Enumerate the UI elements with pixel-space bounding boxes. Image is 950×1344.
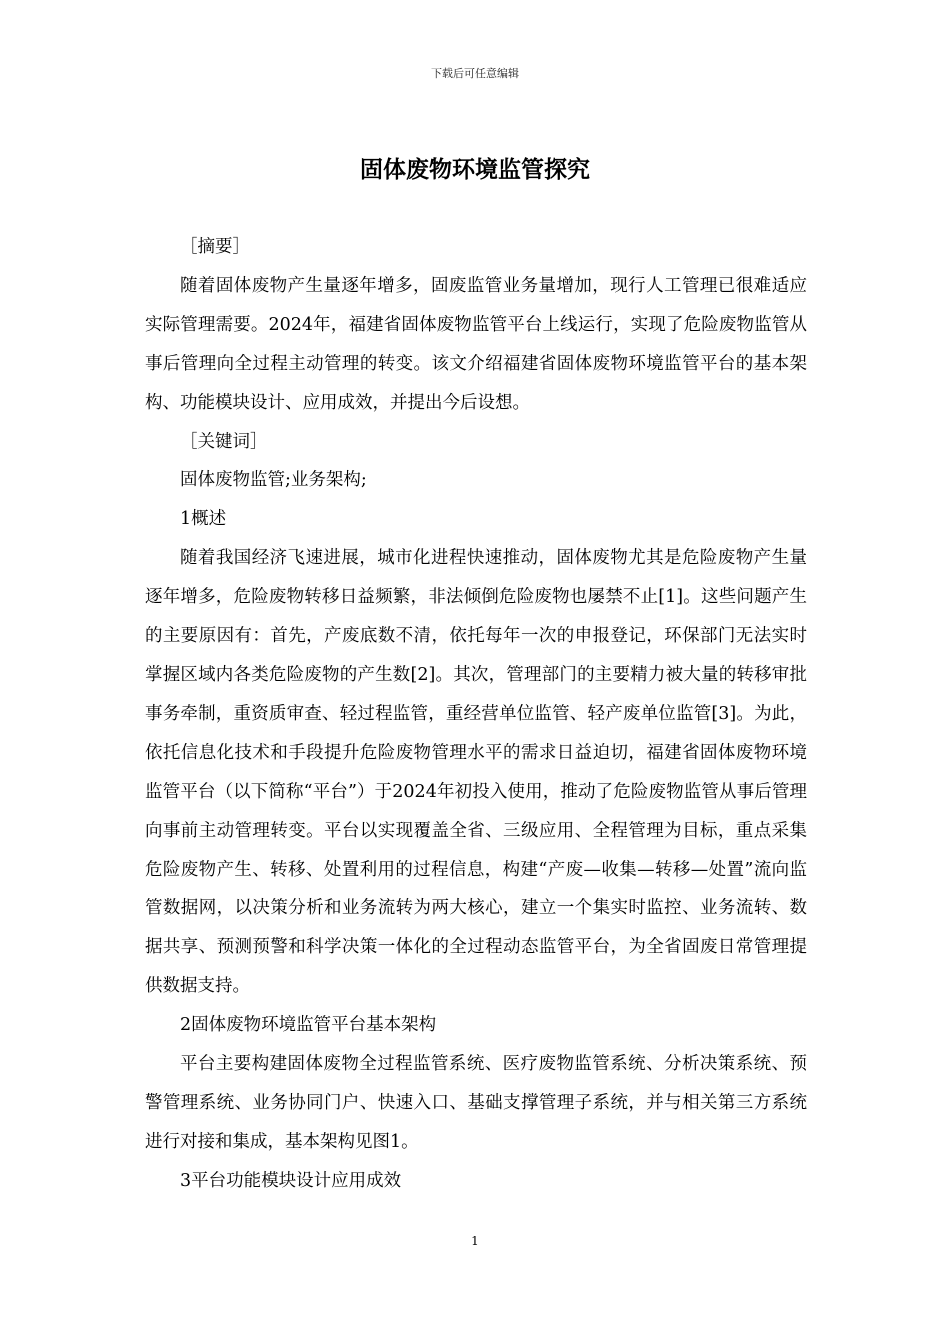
keywords-text: 固体废物监管;业务架构; <box>180 470 367 491</box>
section-2-paragraph: 平台主要构建固体废物全过程监管系统、医疗废物监管系统、分析决策系统、预警管理系统、业务协同门户、快速入口、基础支撑管理子系统，并与相关第三方系统进行对接和集成，基本架构见图1。 <box>145 1054 807 1152</box>
section-1-paragraph: 随着我国经济飞速进展，城市化进程快速推动，固体废物尤其是危险废物产生量逐年增多，危险废物转移日益频繁，非法倾倒危险废物也屡禁不止[1]。这些问题产生的主要原因有：首先，产废底数不清，依托每年一次的申报登记，环保部门无法实时掌握区域内各类危险废物的产生数[2]。其次，管理部门的主要精力被大量的转移审批事务牵制，重资质审查、轻过程监管，重经营单位监管、轻产废单位监管[3]。为此，依托信息化技术和手段提升危险废物管理水平的需求日益迫切，福建省固体废物环境监管平台（以下简称“平台”）于2024年初投入使用，推动了危险废物监管从事后管理向事前主动管理转变。平台以实现覆盖全省、三级应用、全程管理为目标，重点采集危险废物产生、转移、处置利用的过程信息，构建“产废—收集—转移—处置”流向监管数据网，以决策分析和业务流转为两大核心，建立一个集实时监控、业务流转、数据共享、预测预警和科学决策一体化的全过程动态监管平台，为全省固废日常管理提供数据支持。 <box>145 548 807 997</box>
page-number: 1 <box>471 1234 479 1248</box>
page-header-note: 下载后可任意编辑 <box>431 67 519 80</box>
document-body <box>145 228 807 1201</box>
abstract-heading: ［摘要］ <box>180 237 250 257</box>
abstract-paragraph: 随着固体废物产生量逐年增多，固废监管业务量增加，现行人工管理已很难适应实际管理需要。2024年，福建省固体废物监管平台上线运行，实现了危险废物监管从事后管理向全过程主动管理的转变。该文介绍福建省固体废物环境监管平台的基本架构、功能模块设计、应用成效，并提出今后设想。 <box>145 275 807 413</box>
section-1-heading: 1概述 <box>180 509 227 530</box>
section-3-heading: 3平台功能模块设计应用成效 <box>180 1170 402 1191</box>
section-2-heading: 2固体废物环境监管平台基本架构 <box>180 1015 437 1036</box>
document-title: 固体废物环境监管探究 <box>360 157 590 183</box>
keywords-heading: ［关键词］ <box>180 431 268 452</box>
